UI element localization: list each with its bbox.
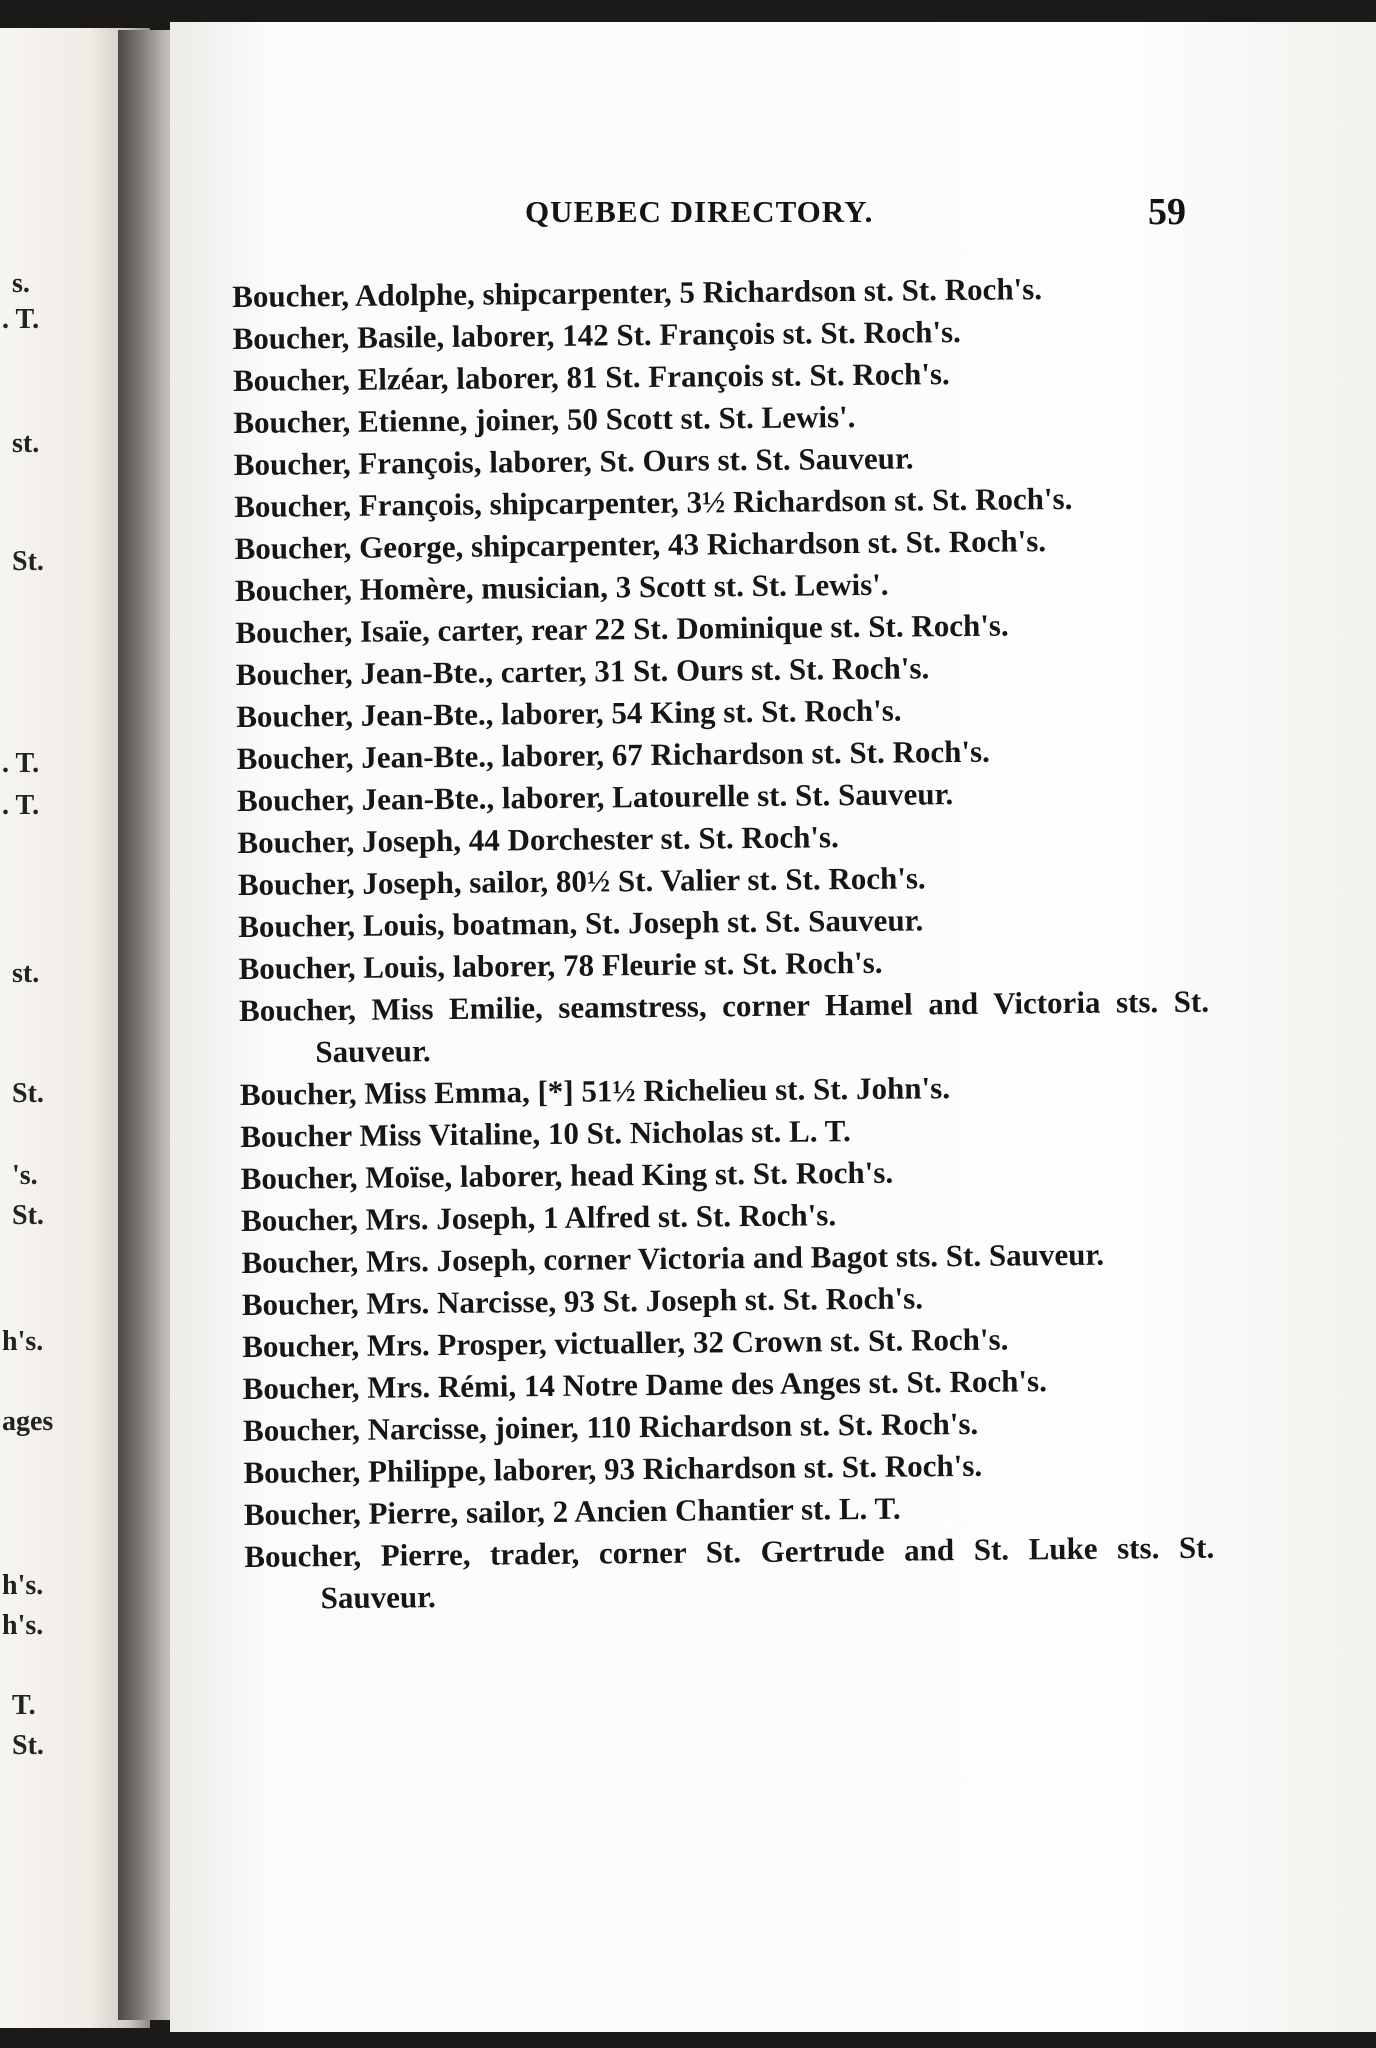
directory-entry: Boucher, Mrs. Prosper, victualler, 32 Crown st. St. Roch's. — [242, 1321, 1009, 1364]
left-page-fragment: ages — [2, 1406, 54, 1437]
left-page-fragment: s. — [12, 268, 30, 299]
page-number: 59 — [1148, 191, 1186, 233]
directory-entry: Boucher, Isaïe, carter, rear 22 St. Dominique st. St. Roch's. — [235, 607, 1009, 650]
directory-entry: Boucher, Homère, musician, 3 Scott st. St. Lewis'. — [234, 566, 889, 608]
directory-entry: Boucher, Basile, laborer, 142 St. François st. St. Roch's. — [232, 314, 961, 356]
left-page-fragment: . T. — [2, 748, 40, 779]
left-page-fragment: St. — [12, 1730, 44, 1761]
directory-entry: Boucher, Moïse, laborer, head King st. St. Roch's. — [240, 1154, 894, 1196]
directory-entry: Boucher, Joseph, 44 Dorchester st. St. Roch's. — [237, 819, 839, 860]
directory-entry: Boucher, Pierre, sailor, 2 Ancien Chantier st. L. T. — [243, 1490, 901, 1532]
directory-entries — [232, 267, 1215, 1620]
left-page-fragment: h's. — [2, 1570, 44, 1601]
directory-entry: Boucher, Adolphe, shipcarpenter, 5 Richardson st. St. Roch's. — [232, 271, 1043, 314]
directory-entry: Boucher, François, laborer, St. Ours st. St. Sauveur. — [233, 440, 914, 482]
left-page-fragment: st. — [12, 958, 40, 989]
directory-entry: Boucher, Jean-Bte., laborer, 54 King st. St. Roch's. — [236, 692, 902, 734]
directory-entry: Boucher, Mrs. Joseph, corner Victoria and Bagot sts. St. Sauveur. — [241, 1236, 1105, 1280]
left-page-fragment: T. — [12, 1690, 36, 1721]
directory-entry: Boucher, François, shipcarpenter, 3½ Richardson st. St. Roch's. — [234, 480, 1073, 524]
left-page-fragment: 's. — [12, 1160, 38, 1191]
left-page-fragment: . T. — [2, 790, 40, 821]
directory-entry: Boucher, Mrs. Joseph, 1 Alfred st. St. Roch's. — [240, 1197, 837, 1238]
directory-entry: Boucher, Jean-Bte., carter, 31 St. Ours st. St. Roch's. — [235, 650, 930, 692]
running-head — [0, 190, 1376, 240]
left-page-fragment: h's. — [2, 1326, 44, 1357]
left-page-fragment: St. — [12, 1200, 44, 1231]
directory-entry: Boucher, Louis, boatman, St. Joseph st. St. Sauveur. — [238, 902, 924, 944]
page-title: QUEBEC DIRECTORY. — [525, 194, 874, 229]
left-page-fragment: . T. — [2, 304, 40, 335]
directory-entry: Boucher, Joseph, sailor, 80½ St. Valier st. St. Roch's. — [237, 860, 926, 902]
directory-entry: Boucher, Miss Emma, [*] 51½ Richelieu st. St. John's. — [239, 1070, 951, 1112]
directory-entry: Boucher, Louis, laborer, 78 Fleurie st. St. Roch's. — [238, 944, 883, 986]
directory-entry: Boucher, Mrs. Narcisse, 93 St. Joseph st. St. Roch's. — [241, 1280, 924, 1322]
directory-entry: Boucher, Philippe, laborer, 93 Richardson st. St. Roch's. — [243, 1447, 983, 1490]
directory-entry: Boucher, Jean-Bte., laborer, 67 Richardson st. St. Roch's. — [236, 733, 990, 776]
directory-entry: Boucher, Etienne, joiner, 50 Scott st. St. Lewis'. — [233, 399, 856, 440]
directory-entry: Boucher, Elzéar, laborer, 81 St. François st. St. Roch's. — [232, 356, 950, 398]
directory-entry: Boucher, Narcisse, joiner, 110 Richardson st. St. Roch's. — [242, 1405, 979, 1448]
directory-entry: Boucher, Jean-Bte., laborer, Latourelle st. St. Sauveur. — [236, 776, 954, 818]
left-page-fragment: st. — [12, 428, 40, 459]
left-page-fragment: h's. — [2, 1610, 44, 1641]
directory-entry: Boucher, Pierre, trader, corner St. Gertrude and St. Luke sts. St. Sauveur. — [244, 1529, 1215, 1616]
left-page-fragment: St. — [12, 1078, 44, 1109]
directory-entry: Boucher, Miss Emilie, seamstress, corner Hamel and Victoria sts. St. Sauveur. — [238, 983, 1210, 1070]
directory-entry: Boucher, Mrs. Rémi, 14 Notre Dame des Anges st. St. Roch's. — [242, 1363, 1048, 1406]
directory-entry: Boucher, George, shipcarpenter, 43 Richardson st. St. Roch's. — [234, 523, 1047, 566]
directory-entry: Boucher Miss Vitaline, 10 St. Nicholas st. L. T. — [240, 1113, 851, 1154]
left-page-fragment: St. — [12, 546, 44, 577]
